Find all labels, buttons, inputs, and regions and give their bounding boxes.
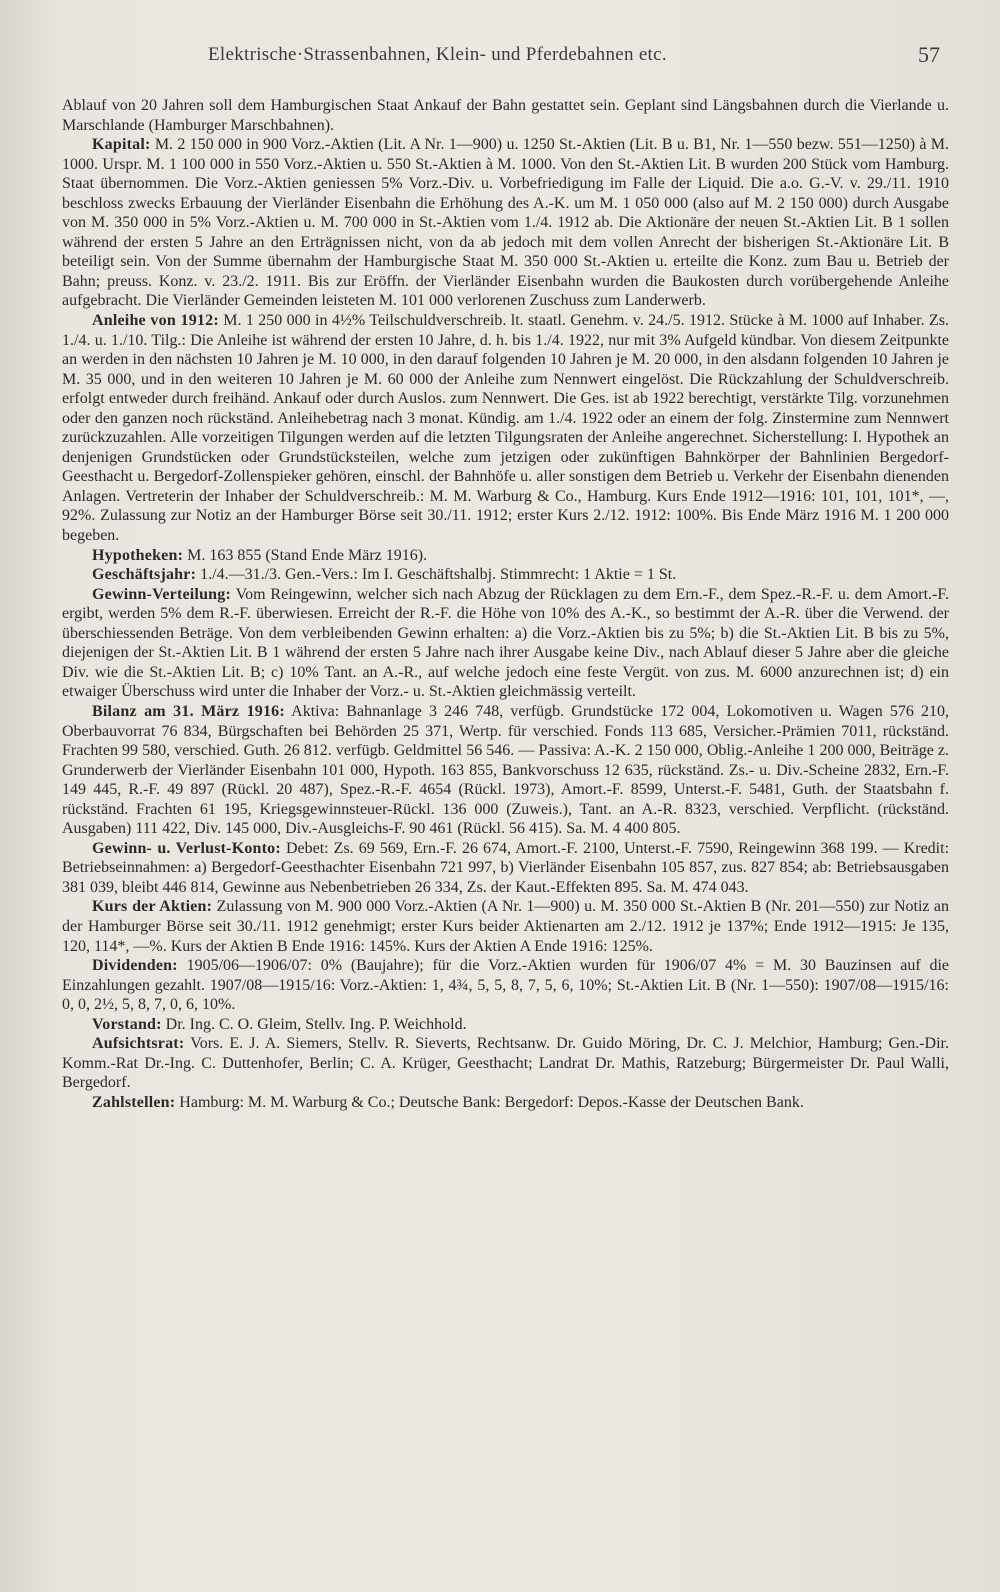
vorstand-text: Dr. Ing. C. O. Gleim, Stellv. Ing. P. Weichhold. (165, 1015, 467, 1033)
kurs-text: Zulassung von M. 900 000 Vorz.-Aktien (A Nr. 1—900) u. M. 350 000 St.-Aktien B (Nr. 201—550) zur Notiz an der Hamburger Börse seit 30./11. 1912 genehmigt; erster Kurs beider Aktienarten am 2./12. 1912 je 137%; Ende 1912—1915: Je 135, 120, 114*, —%. Kurs der Aktien B Ende 1916: 145%. Kurs der Aktien A Ende 1916: 125%. (62, 898, 950, 955)
anleihe-heading: Anleihe von 1912: (92, 312, 219, 330)
vorstand-paragraph (62, 1015, 949, 1035)
kurs-heading: Kurs der Aktien: (92, 898, 213, 916)
gewinn-verlust-paragraph (62, 839, 949, 898)
gewinn-verlust-heading: Gewinn- u. Verlust-Konto: (92, 839, 281, 857)
page-header (0, 44, 1000, 74)
kapital-text: M. 2 150 000 in 900 Vorz.-Aktien (Lit. A Nr. 1—900) u. 1250 St.-Aktien (Lit. B u. B1, Nr. 1—550 bezw. 551—1250) à M. 1000. Urspr. M. 1 100 000 in 550 Vorz.-Aktien u. 550 St.-Aktien à M. 1000. Von den St.-Aktien Lit. B wurden 200 Stück vom Hamburg. Staat übernommen. Die Vorz.-Aktien geniessen 5% Vorz.-Div. u. Vorbefriedigung im Falle der Liquid. Die a.o. G.-V. v. 29./11. 1910 beschloss zwecks Erbauung der Vierländer Eisenbahn die Erhöhung des A.-K. um M. 1 050 000 (also auf M. 2 150 000) durch Ausgabe von M. 350 000 in 5% Vorz.-Aktien u. M. 700 000 in St.-Aktien vom 1./4. 1912 ab. Die Aktionäre der neuen St.-Aktien Lit. B 1 sollen während der ersten 5 Jahre an den Erträgnissen nicht, von da ab jedoch mit dem vollen Anrecht der bisherigen St.-Aktionäre Lit. B beteiligt sein. Von der Summe übernahm der Hamburgische Staat M. 350 000 St.-Aktien u. erteilte die Konz. zum Bau u. Betrieb der Bahn; preuss. Konz. v. 23./2. 1911. Bis zur Eröffn. der Vierländer Eisenbahn wurden die Baukosten durch vorübergehende Anleihe aufgebracht. Die Vierländer Gemeinden leisteten M. 101 000 verlorenen Zuschuss zum Landerwerb. (62, 136, 950, 310)
vorstand-heading: Vorstand: (92, 1015, 162, 1033)
hypotheken-text: M. 163 855 (Stand Ende März 1916). (187, 546, 428, 564)
hypotheken-paragraph (62, 546, 949, 566)
geschaeftsjahr-heading: Geschäftsjahr: (92, 566, 197, 584)
bilanz-heading: Bilanz am 31. März 1916: (92, 702, 285, 720)
kurs-paragraph (62, 897, 949, 956)
geschaeftsjahr-text: 1./4.—31./3. Gen.-Vers.: Im I. Geschäftshalbj. Stimmrecht: 1 Aktie = 1 St. (200, 566, 677, 584)
bilanz-paragraph (62, 702, 949, 839)
gewinnverteilung-heading: Gewinn-Verteilung: (92, 585, 232, 603)
anleihe-paragraph (62, 311, 949, 546)
gewinnverteilung-paragraph (62, 585, 949, 702)
aufsichtsrat-paragraph (62, 1034, 949, 1093)
intro-text: Ablauf von 20 Jahren soll dem Hamburgischen Staat Ankauf der Bahn gestattet sein. Geplant sind Längsbahnen durch die Vierlande u. Marschlande (Hamburger Marschbahnen). (62, 97, 949, 134)
kapital-paragraph (62, 135, 949, 311)
geschaeftsjahr-paragraph (62, 565, 949, 585)
zahlstellen-paragraph (62, 1093, 949, 1113)
dividenden-heading: Dividenden: (92, 957, 178, 975)
dividenden-paragraph (62, 956, 949, 1015)
anleihe-text: M. 1 250 000 in 4½% Teilschuldverschreib. lt. staatl. Genehm. v. 24./5. 1912. Stücke à M. 1000 auf Inhaber. Zs. 1./4. u. 1./10. Tilg.: Die Anleihe ist während der ersten 10 Jahre, d. h. bis 1./4. 1922, nur mit 3% Aufgeld kündbar. Von diesem Zeitpunkte an werden in den nächsten 10 Jahren je M. 10 000, in den darauf folgenden 10 Jahren je M. 20 000, in den alsdann folgenden 10 Jahren je M. 35 000, und in den weiteren 10 Jahren je M. 60 000 der Anleihe zum Nennwert eingelöst. Die Rückzahlung der Schuldverschreib. erfolgt entweder durch freihänd. Ankauf oder durch Auslos. zum Nennwert. Die Ges. ist ab 1922 berechtigt, verstärkte Tilg. vorzunehmen oder den ganzen noch rückständ. Anleihebetrag nach 3 monat. Kündig. am 1./4. 1922 oder an einem der folg. Zinstermine zum Nennwert zurückzuzahlen. Alle vorzeitigen Tilgungen werden auf die letzten Tilgungsraten der Anleihe angerechnet. Sicherstellung: I. Hypothek an denjenigen Grundstücken oder Grundstücksteilen, welche zum jetzigen oder zukünftigen Bahnkörper der Bahnlinien Bergedorf-Geesthacht u. Bergedorf-Zollenspieker gehören, einschl. der Bahnhöfe u. aller sonstigen dem Betrieb u. Verkehr der Eisenbahn dienenden Anlagen. Vertreterin der Inhaber der Schuldverschreib.: M. M. Warburg & Co., Hamburg. Kurs Ende 1912—1916: 101, 101, 101*, —, 92%. Zulassung zur Notiz an der Hamburger Börse seit 30./11. 1912; erster Kurs 2./12. 1912: 100%. Bis Ende März 1916 M. 1 200 000 begeben. (62, 312, 950, 545)
bilanz-text: Aktiva: Bahnanlage 3 246 748, verfügb. Grundstücke 172 004, Lokomotiven u. Wagen 576 210, Oberbauvorrat 76 834, Bürgschaften bei Behörden 25 371, Wertp. für verschied. Fonds 113 685, Versicher.-Prämien 7011, rückständ. Frachten 99 580, verschied. Guth. 26 812. verfügb. Geldmittel 56 546. — Passiva: A.-K. 2 150 000, Oblig.-Anleihe 1 200 000, Beiträge z. Grunderwerb der Vierländer Eisenbahn 101 000, Hypoth. 163 855, Bankvorschuss 12 635, rückständ. Zs.- u. Div.-Scheine 2832, Ern.-F. 149 445, R.-F. 49 897 (Rückl. 20 487), Spez.-R.-F. 4654 (Rückl. 1973), Amort.-F. 8599, Unterst.-F. 5481, Guth. der Staatsbahn f. rückständ. Frachten 61 195, Kriegsgewinnsteuer-Rückl. 136 000 (Zuweis.), Tant. an A.-R. 8323, verschied. Verpflicht. (rückständ. Ausgaben) 111 422, Div. 145 000, Div.-Ausgleichs-F. 90 461 (Rückl. 56 415). Sa. M. 4 400 805. (62, 702, 949, 838)
aufsichtsrat-heading: Aufsichtsrat: (92, 1035, 185, 1053)
running-title: Elektrische·Strassenbahnen, Klein- und Pferdebahnen etc. (208, 44, 667, 65)
page-number: 57 (918, 42, 940, 67)
hypotheken-heading: Hypotheken: (92, 546, 184, 564)
zahlstellen-heading: Zahlstellen: (92, 1093, 176, 1111)
gewinnverteilung-text: Vom Reingewinn, welcher sich nach Abzug der Rücklagen zu dem Ern.-F., dem Spez.-R.-F. u. dem Amort.-F. ergibt, werden 5% dem R.-F. überwiesen. Erreicht der R.-F. die Höhe von 10% des A.-K., so bestimmt der A.-R. über die Verwend. der überschiessenden Beträge. Von dem verbleibenden Gewinn erhalten: a) die Vorz.-Aktien bis zu 5%; b) die St.-Aktien Lit. B bis zu 5%, diejenigen der St.-Aktien Lit. B 1 während der ersten 5 Jahre nach ihrer Ausgabe keine Div., nach Ablauf dieser 5 Jahre aber die gleiche Div. wie die St.-Aktien Lit. B; c) 10% Tant. an A.-R., auf welche jedoch eine feste Vergüt. von zus. M. 6000 anzurechnen ist; d) ein etwaiger Überschuss wird unter die Inhaber der Vorz.- u. St.-Aktien gleichmässig verteilt. (62, 585, 949, 701)
intro-paragraph (62, 96, 949, 135)
gewinn-verlust-text: Debet: Zs. 69 569, Ern.-F. 26 674, Amort.-F. 2100, Unterst.-F. 7590, Reingewinn 368 199. — Kredit: Betriebseinnahmen: a) Bergedorf-Geesthachter Eisenbahn 721 997, b) Vierländer Eisenbahn 105 857, zus. 827 854; ab: Betriebsausgaben 381 039, bleibt 446 814, Gewinne aus Nebenbetrieben 26 334, Zs. der Kaut.-Effekten 895. Sa. M. 474 043. (62, 839, 950, 896)
aufsichtsrat-text: Vors. E. J. A. Siemers, Stellv. R. Sieverts, Rechtsanw. Dr. Guido Möring, Dr. C. J. Melchior, Hamburg; Gen.-Dir. Komm.-Rat Dr.-Ing. C. Duttenhofer, Berlin; C. A. Krüger, Geesthacht; Landrat Dr. Mathis, Ratzeburg; Bürgermeister Dr. Paul Walli, Bergedorf. (62, 1035, 949, 1092)
kapital-heading: Kapital: (92, 136, 151, 154)
zahlstellen-text: Hamburg: M. M. Warburg & Co.; Deutsche Bank: Bergedorf: Depos.-Kasse der Deutschen Bank. (179, 1093, 804, 1111)
page-body (62, 96, 949, 1112)
dividenden-text: 1905/06—1906/07: 0% (Baujahre); für die Vorz.-Aktien wurden für 1906/07 4% = M. 30 Bauzinsen auf die Einzahlungen gezahlt. 1907/08—1915/16: Vorz.-Aktien: 1, 4¾, 5, 5, 8, 7, 5, 6, 10%; St.-Aktien Lit. B (Nr. 1—550): 1907/08—1915/16: 0, 0, 2½, 5, 8, 7, 0, 6, 10%. (62, 957, 950, 1014)
